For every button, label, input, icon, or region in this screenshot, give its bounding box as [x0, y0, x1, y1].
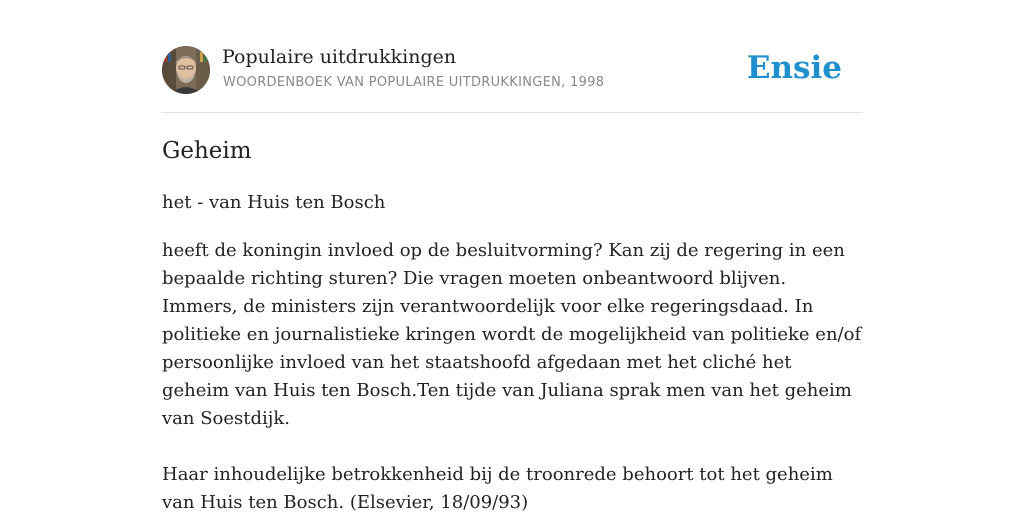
entry-body [162, 237, 862, 517]
author-avatar[interactable] [162, 46, 210, 94]
entry-card [162, 0, 862, 512]
entry-paragraph-definition: heeft de koningin invloed op de besluitvorming? Kan zij de regering in een bepaalde richting sturen? Die vragen moeten onbeantwoord blijven. Immers, de ministers zijn verantwoordelijk voor elke regeringsdaad. In politieke en journalistieke kringen wordt de mogelijkheid van politieke en/of persoonlijke invloed van het staatshoofd afgedaan met het cliché het geheim van Huis ten Bosch.Ten tijde van Juliana sprak men van het geheim van Soestdijk. [162, 240, 862, 429]
entry-paragraph-quote: Haar inhoudelijke betrokkenheid bij de troonrede behoort tot het geheim van Huis ten Bosch. (Elsevier, 18/09/93) [162, 464, 833, 513]
source-header [162, 46, 862, 96]
entry-title: Geheim [162, 138, 252, 164]
author-portrait-icon [162, 46, 210, 94]
entry-subtitle: het - van Huis ten Bosch [162, 192, 386, 213]
header-divider [162, 112, 862, 113]
source-title[interactable]: Populaire uitdrukkingen [222, 46, 457, 68]
source-subtitle: WOORDENBOEK VAN POPULAIRE UITDRUKKINGEN, 1998 [223, 75, 605, 90]
ensie-logo[interactable]: Ensie [746, 50, 842, 86]
